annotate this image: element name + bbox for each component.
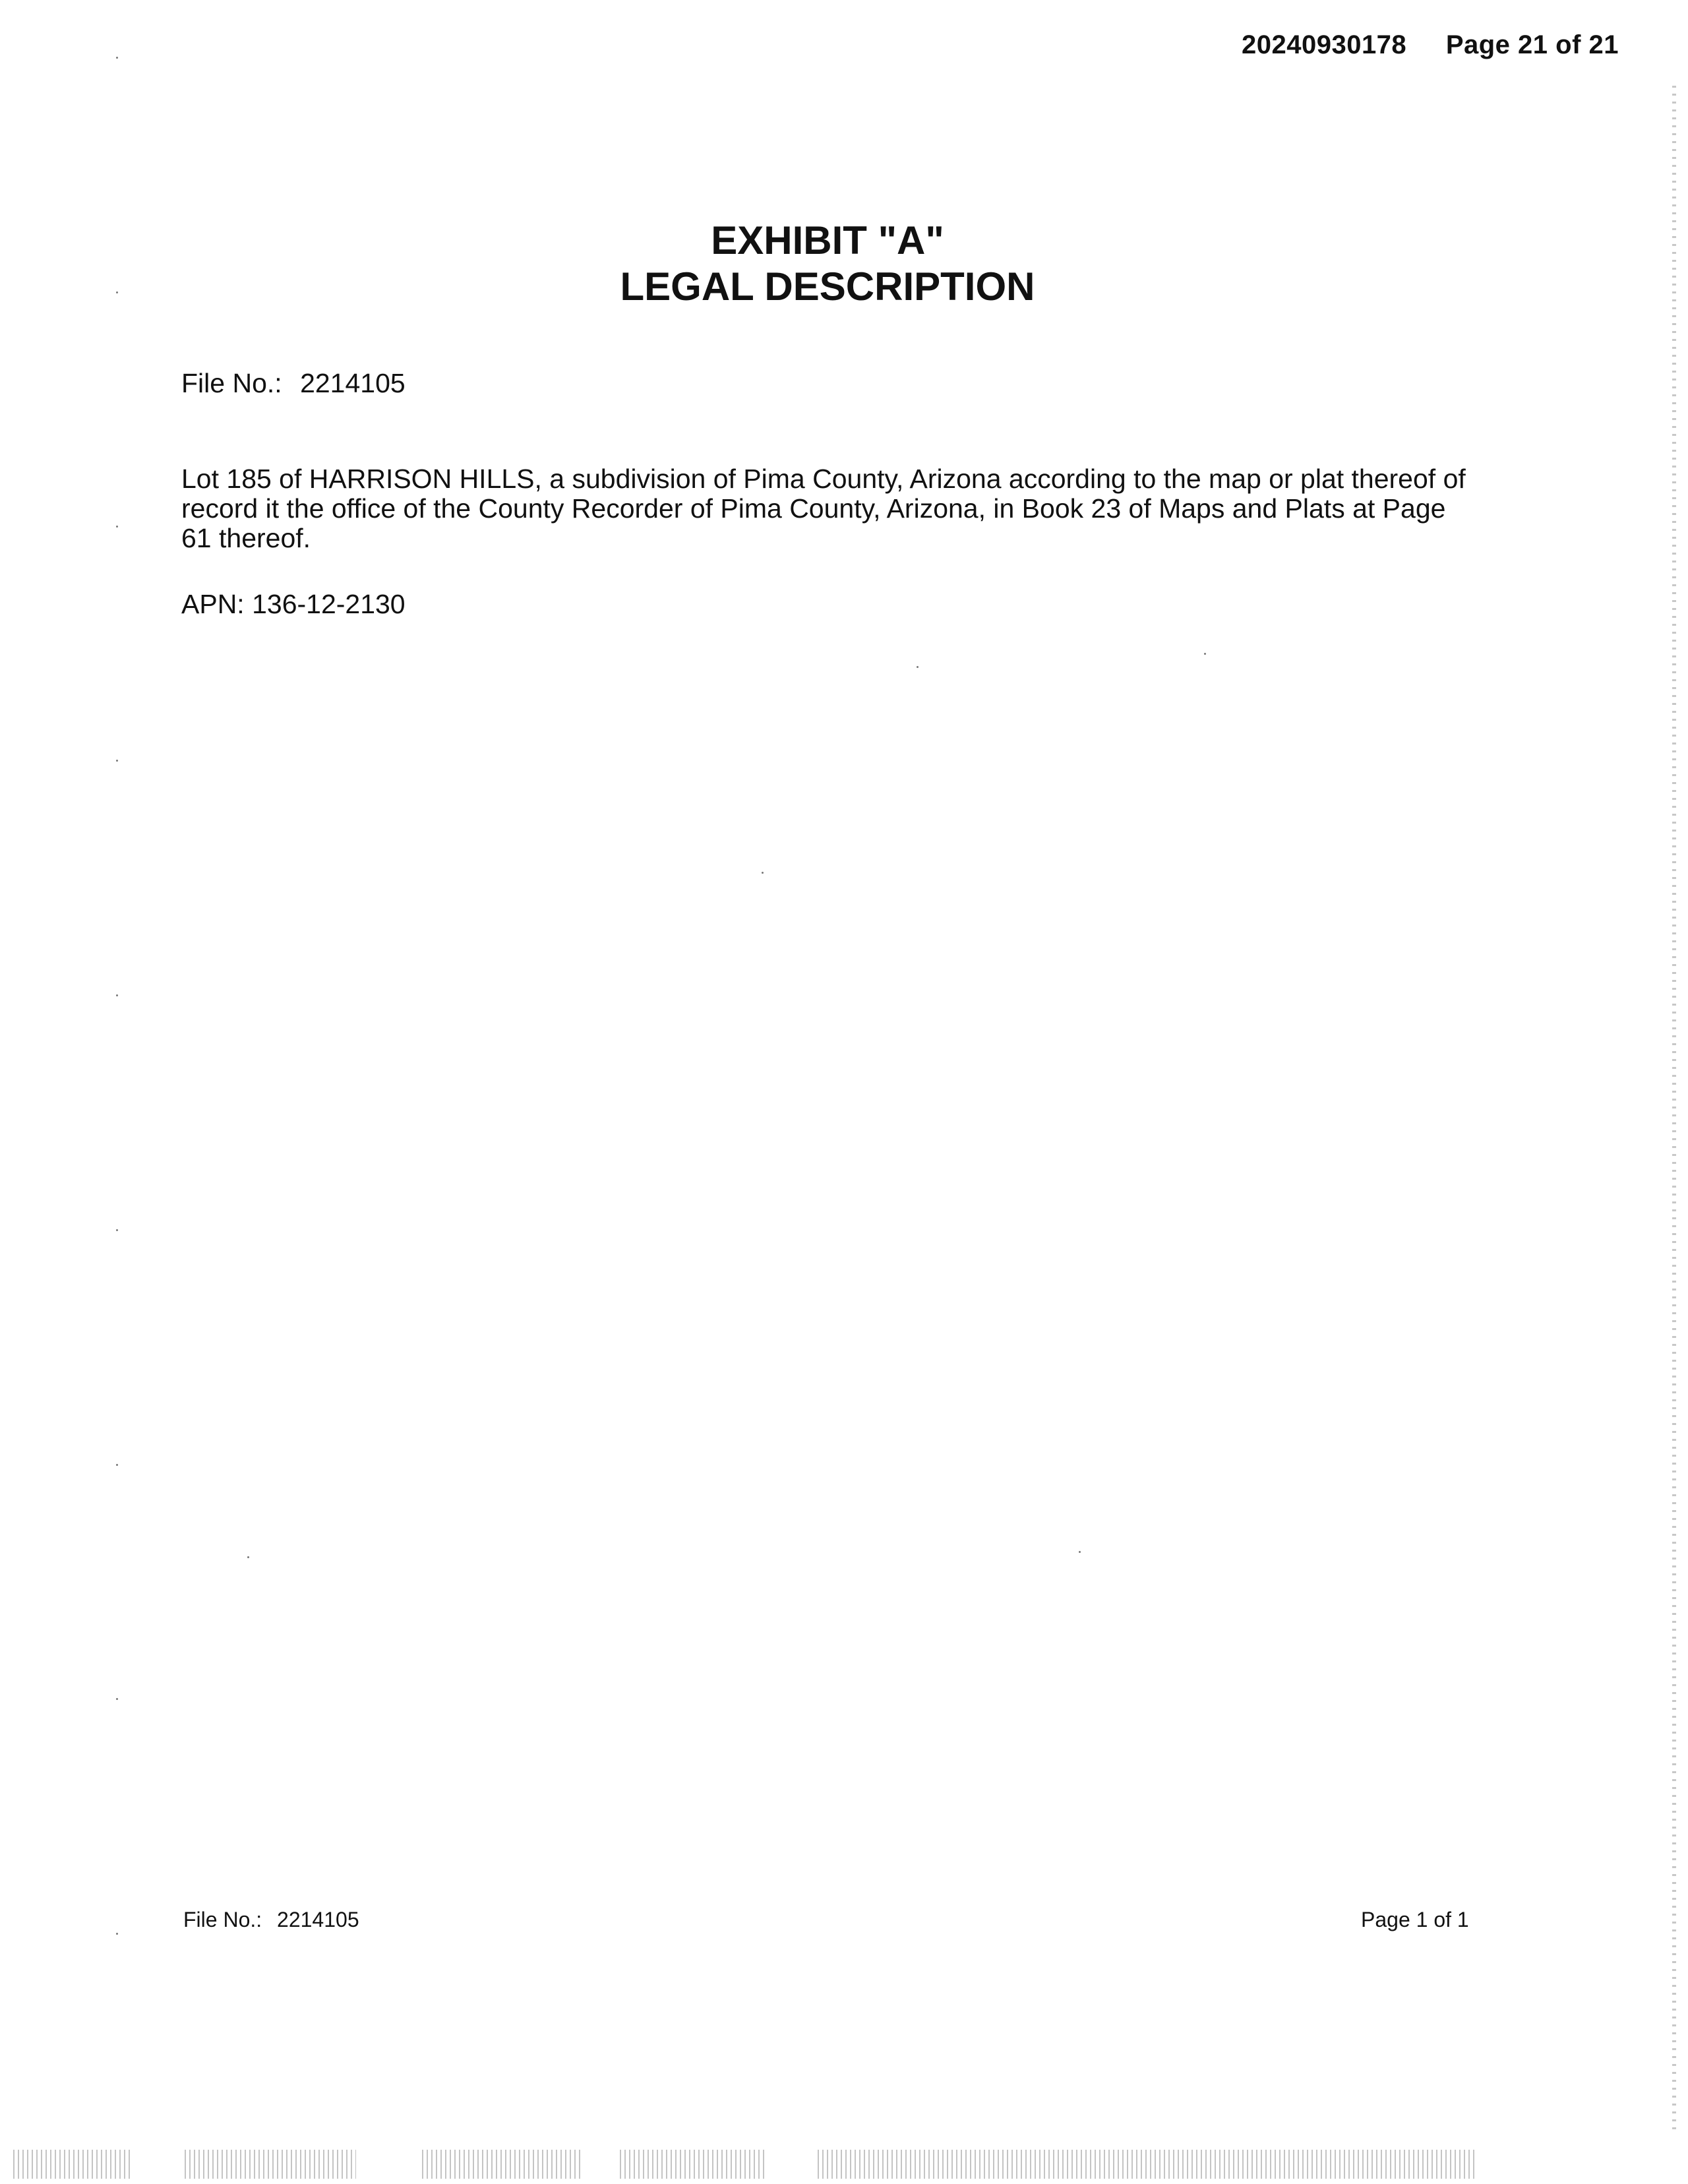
scan-speck — [116, 526, 118, 528]
footer-page-number: Page 1 of 1 — [1361, 1908, 1469, 1931]
scan-speck — [116, 760, 118, 762]
scan-speck — [116, 291, 118, 293]
scan-speck — [116, 1464, 118, 1466]
recording-page-indicator: Page 21 of 21 — [1445, 30, 1619, 59]
exhibit-title — [0, 218, 1655, 310]
exhibit-title-line1: EXHIBIT "A" — [711, 218, 944, 262]
scan-speck — [116, 1229, 118, 1231]
file-number-line — [181, 368, 406, 399]
scan-speck — [116, 994, 118, 996]
file-number-value: 2214105 — [300, 368, 406, 398]
scan-speck — [917, 666, 919, 668]
recording-header — [1242, 30, 1619, 60]
scan-edge-right — [1672, 86, 1676, 2130]
scan-speck — [1079, 1551, 1081, 1553]
footer-file-number — [183, 1908, 359, 1932]
scan-speck — [116, 57, 118, 59]
legal-description-paragraph: Lot 185 of HARRISON HILLS, a subdivision of Pima County, Arizona according to the map or plat thereof of record it the office of the County Recorder of Pima County, Arizona, in Book 23 of Maps and Plats at Page 61 thereof. — [181, 464, 1466, 553]
recording-number: 20240930178 — [1241, 30, 1407, 59]
scan-speck — [247, 1556, 249, 1558]
footer-file-value: 2214105 — [277, 1908, 359, 1931]
scan-edge-bottom — [0, 2150, 1517, 2179]
file-number-label: File No.: — [181, 368, 282, 398]
footer-file-label: File No.: — [183, 1908, 262, 1931]
scan-speck — [116, 1698, 118, 1700]
apn-line: APN: 136-12-2130 — [181, 589, 406, 619]
scan-speck — [762, 872, 764, 874]
exhibit-title-line2: LEGAL DESCRIPTION — [620, 264, 1035, 309]
scan-speck — [116, 1933, 118, 1935]
scan-speck — [1204, 653, 1206, 655]
